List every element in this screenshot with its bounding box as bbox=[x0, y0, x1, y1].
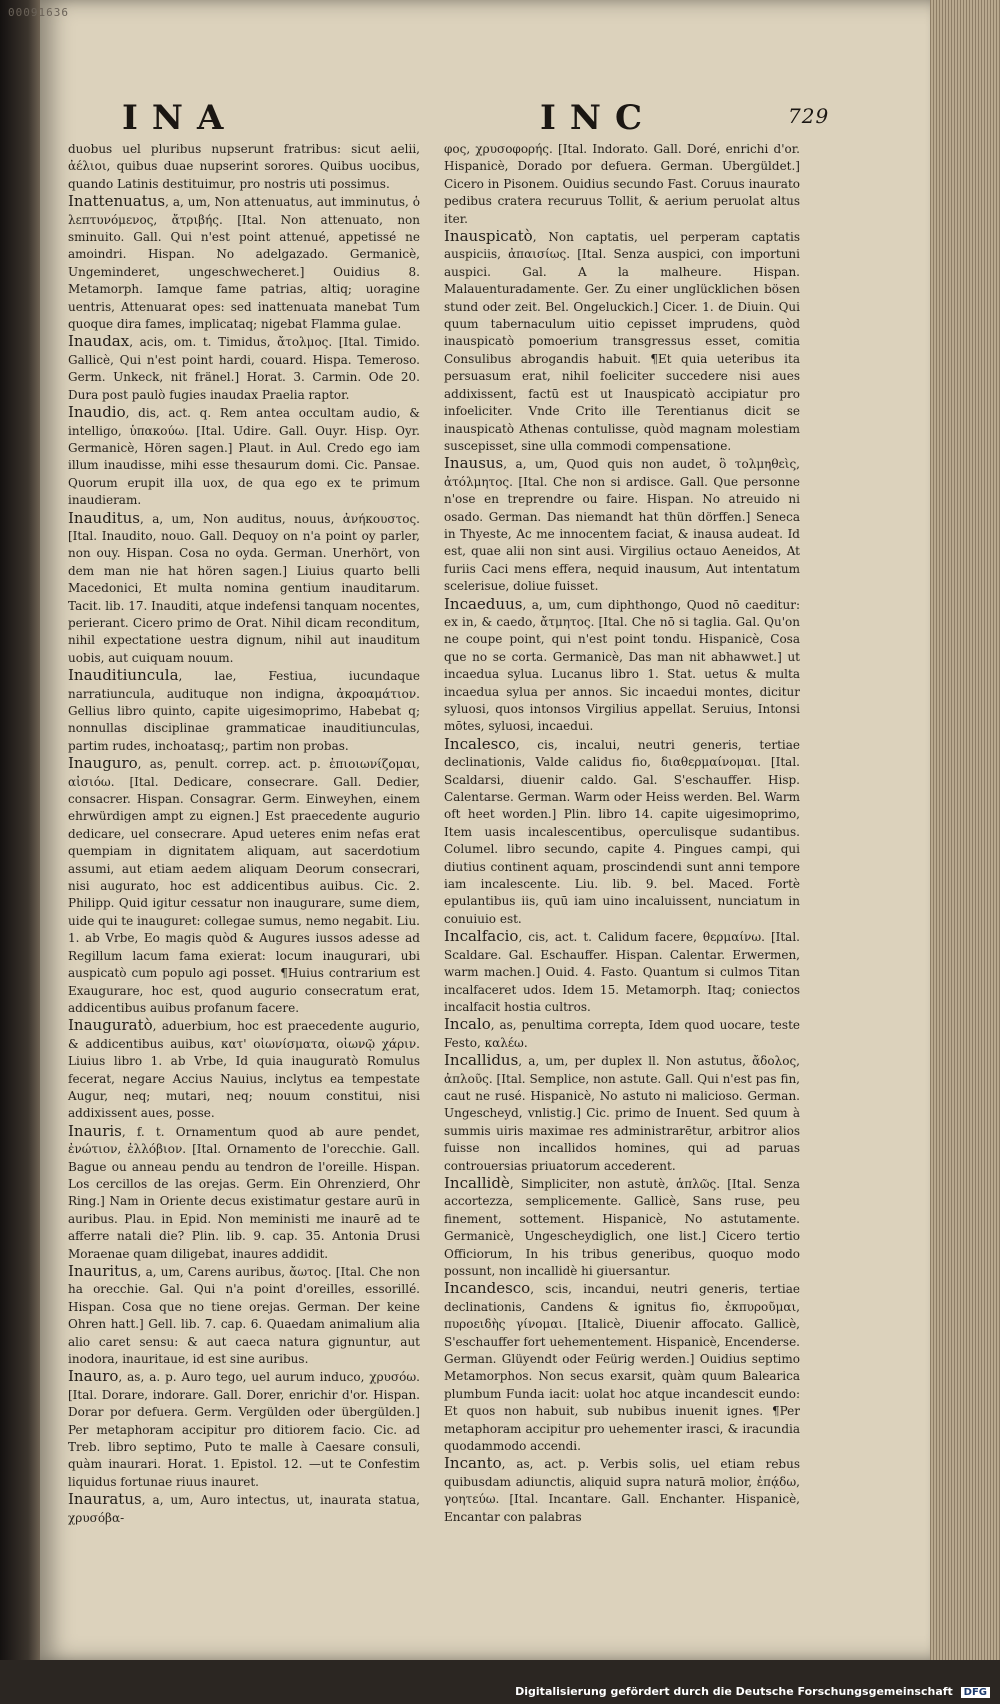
dictionary-entry bbox=[68, 140, 420, 193]
entry-headword: Inauratus bbox=[68, 1490, 142, 1509]
entry-headword: Incalo bbox=[444, 1015, 491, 1034]
dfg-logo: DFG bbox=[961, 1687, 990, 1698]
dictionary-entry bbox=[68, 193, 420, 333]
entry-text: , a, um, Auro intectus, ut, inaurata statua, χρυσόβα- bbox=[68, 1493, 420, 1525]
entry-text: , aduerbium, hoc est praecedente augurio, & addicentibus auibus, κατ' οἰωνίσματα, οἰωνῷ χάριν. Liuius libro 1. ab Vrbe, Id quia inauguratò Romulus fecerat, negare Accius Nauius, inclytus ea tempestate Augur, neq; mutari, neq; nouum constitui, nisi addixissent aues, posse. bbox=[68, 1019, 420, 1121]
entry-headword: Incallidè bbox=[444, 1173, 510, 1192]
entry-text: , cis, act. t. Calidum facere, θερμαίνω. [Ital. Scaldare. Gal. Eschauffer. Hispan. Calentar. Erwermen, warm machen.] Ouid. 4. Fasto. Quantum si culmos Titan incalfaceret udos. Idem 15. Metamorph. Itaq; coniectos incalfacit hostia cultros. bbox=[444, 930, 800, 1014]
entry-headword: Inauspicatò bbox=[444, 227, 533, 246]
dictionary-entry bbox=[68, 510, 420, 668]
book-gutter bbox=[0, 0, 40, 1704]
dictionary-entry bbox=[68, 755, 420, 1017]
dictionary-entry bbox=[444, 1175, 800, 1280]
right-column bbox=[444, 140, 800, 1526]
entry-text: , lae, Festiua, iucundaque narratiuncula, audituque non indigna, ἀκροαμάτιον. Gellius libro quinto, capite uigesimoprimo, Habebat q; nonnullas disciplinae grammaticae inauditiunculas, partim rudes, inchoatasq;, partim non probas. bbox=[68, 669, 420, 753]
dictionary-entry bbox=[68, 667, 420, 755]
entry-headword: Incandesco bbox=[444, 1279, 531, 1298]
dictionary-entry bbox=[444, 1280, 800, 1455]
entry-headword: Inauguro bbox=[68, 754, 138, 773]
entry-text: , a, um, Carens auribus, ἄωτος. [Ital. Che non ha orecchie. Gal. Qui n'a point d'oreilles, essorillé. Hispan. Cosa que no tiene orejas. German. Der keine Ohren hatt.] Gell. lib. 7. cap. 6. Quaedam animalium alia alio caret sensu: & aut caeca natura gignuntur, aut inodora, inauritaue, id est sine auribus. bbox=[68, 1265, 420, 1367]
entry-text: , a, um, Non attenuatus, aut imminutus, ὁ λεπτυνόμενος, ἄτριβής. [Ital. Non attenuato, non sminuito. Gall. Qui n'est point attenué, appetissé ne amoindri. Hispan. No adelgazado. Germanicè, Ungeminderet, ungeschwecheret.] Ouidius 8. Metamorph. Iamque fame patrias, altiq; uoragine uentris, Attenuarat opes: sed inattenuata manebat Tum quoque dira fames, implicataq; nigebat Flamma gulae. bbox=[68, 195, 420, 332]
scan-id: 00091636 bbox=[8, 6, 69, 19]
dictionary-entry bbox=[444, 1455, 800, 1526]
entry-text: , cis, incalui, neutri generis, tertiae declinationis, Valde calidus fio, διαθερμαίνομαι. [Ital. Scaldarsi, diuenir caldo. Gal. S'eschauffer. Hisp. Calentarse. German. Warm oder Heiss werden. Bel. Warm oft heet worden.] Plin. libro 14. capite uigesimoprimo, Item uasis incalescentibus, operculisque sudantibus. Columel. libro secundo, capite 4. Pingues campi, qui diutius continent aquam, proscindendi sunt anni tempore iam incalescente. Liu. lib. 9. bel. Maced. Fortè epulantibus iis, quū iam uino incaluissent, nunciatum in conuiuio est. bbox=[444, 737, 800, 926]
entry-text: , acis, om. t. Timidus, ἄτολμος. [Ital. Timido. Gallicè, Qui n'est point hardi, couard. Hispa. Temeroso. Germ. Unkeck, nit fränel.] Horat. 3. Carmin. Ode 20. Dura post paulò fugies inaudax Praelia raptor. bbox=[68, 335, 420, 402]
entry-headword: Inauditiuncula bbox=[68, 666, 179, 685]
dictionary-entry bbox=[444, 228, 800, 455]
entry-headword: Incalfacio bbox=[444, 927, 519, 946]
entry-text: , as, penultima correpta, Idem quod uocare, teste Festo, καλέω. bbox=[444, 1018, 800, 1050]
entry-headword: Incallidus bbox=[444, 1051, 519, 1070]
entry-text: , Simpliciter, non astutè, ἁπλῶς. [Ital. Senza accortezza, semplicemente. Gallicè, Sans ruse, peu finement, sottement. Hispanicè, No astutamente. Germanicè, Ungescheydiglich, one list.] Cicero tertio Officiorum, In his tribus generibus, quoquo modo possunt, non incallidè hi giuersantur. bbox=[444, 1176, 800, 1278]
entry-headword: Inaudio bbox=[68, 403, 126, 422]
dictionary-entry bbox=[444, 455, 800, 595]
dictionary-entry bbox=[68, 1017, 420, 1122]
entry-text: , Non captatis, uel perperam captatis auspiciis, ἀπαισίως. [Ital. Senza auspici, con importuni auspici. Gal. A la malheure. Hispan. Malauenturadamente. Ger. Zu einer unglücklichen bösen stund oder zeit. Bel. Ongeluckich.] Cicer. 1. de Diuin. Qui quum tabernaculum uitio cepisset imprudens, quòd inauspicatò pomoerium transgressus esset, comitia Consulibus abrogandis habuit. ¶Et quia ueteribus ita persuasum erat, nihil foeliciter succedere nisi aues addixissent, factū est ut Inauspicatò accipiatur pro infoeliciter. Vnde Crito ille Terentianus dicit se inauspicatò Athenas contulisse, quòd magnam molestiam suscepisset, sine ulla commodi compensatione. bbox=[444, 230, 800, 453]
dictionary-entry bbox=[444, 1016, 800, 1052]
credit-text: Digitalisierung gefördert durch die Deutsche Forschungsgemeinschaft bbox=[515, 1685, 953, 1698]
entry-text: , as, act. p. Verbis solis, uel etiam rebus quibusdam adiunctis, aliquid supra naturā molior, ἐπᾴδω, γοητεύω. [Ital. Incantare. Gall. Enchanter. Hispanicè, Encantar con palabras bbox=[444, 1457, 800, 1524]
entry-headword: Inauditus bbox=[68, 508, 140, 527]
dictionary-entry bbox=[444, 928, 800, 1016]
dictionary-entry bbox=[68, 1123, 420, 1263]
header-left: INA bbox=[122, 98, 238, 138]
entry-headword: Inauritus bbox=[68, 1262, 138, 1280]
entry-headword: Inattenuatus bbox=[68, 192, 166, 211]
dictionary-entry bbox=[68, 1368, 420, 1491]
entry-text: , as, penult. correp. act. p. ἐπιοιωνίζομαι, αἰσιόω. [Ital. Dedicare, consecrare. Gall. Dedier, consacrer. Hispan. Consagrar. Germ. Einweyhen, einem ehrwürdigen ampt zu eignen.] Est praecedente augurio dedicare, uel consecrare. Apud ueteres enim nefas erat quempiam in dignitatem aliquam, aut sacerdotium assumi, aut etiam aedem aliquam Deorum consecrari, nisi augurato, hoc est addicentibus auibus. Cic. 2. Philipp. Quid igitur cessatur non inaugurare, sume diem, uide qui te inauguret: collegae sumus, nemo negabit. Liu. 1. ab Vrbe, Eo magis quòd & Augures iussos adesse ad Regillum lacum fama exierat: locum inaugurari, ubi auspicatò cum populo agi posset. ¶Huius contrarium est Exaugurare, hoc est, quod augurio consecratum erat, addicentibus auibus profanum facere. bbox=[68, 757, 420, 1015]
entry-text: , a, um, per duplex ll. Non astutus, ἄδολος, ἀπλοῦς. [Ital. Semplice, non astute. Gall. Qui n'est pas fin, caut ne rusé. Hispanicè, No astuto ni malicioso. German. Ungescheyd, vnlistig.] Cic. primo de Inuent. Sed quum à summis uiris maximae res administrarētur, arbitror alios fuisse non incallidos homines, qui ad paruas controuersias priuatorum accederent. bbox=[444, 1054, 800, 1173]
entry-text: , a, um, Quod quis non audet, ὃ τολμηθεὶς, ἀτόλμητος. [Ital. Che non si ardisce. Gall. Que personne n'ose en treprendre ou faire. Hispan. No atreuido ni osado. German. Das niemandt hat thün dörffen.] Seneca in Thyeste, Ac me innocentem faciat, & inausa audeat. Id est, quae alii non sint ausi. Virgilius octauo Aeneidos, At furiis Caci mens effera, nequid inausum, Aut intentatum scelerisue, doliue fuisset. bbox=[444, 457, 800, 594]
running-header bbox=[60, 98, 920, 138]
entry-text: , a, um, cum diphthongo, Quod nō caeditur: ex in, & caedo, ἄτμητος. [Ital. Che nō si taglia. Gal. Qu'on ne coupe point, qui n'est point tondu. Hispanicè, Cosa que no se corta. Germanicè, Das man nit abhawwet.] ut incaedua sylua. Lucanus libro 1. Stat. uetus & multa incaedua sylua per annos. Sic incaedui montes, dicitur syluosi, quos intonsos Virgilius appellat. Seruius, Intonsi mōtes, syluosi, incaedui. bbox=[444, 597, 800, 734]
entry-headword: Incaeduus bbox=[444, 594, 523, 613]
left-column bbox=[68, 140, 420, 1527]
dictionary-entry bbox=[444, 736, 800, 928]
dictionary-entry bbox=[68, 333, 420, 404]
entry-headword: Inauris bbox=[68, 1121, 122, 1140]
dictionary-entry bbox=[444, 140, 800, 228]
entry-text: , f. t. Ornamentum quod ab aure pendet, ἐνώτιον, ἐλλόβιον. [Ital. Ornamento de l'orecchie. Gall. Bague ou anneau pendu au tendron de l'oreille. Hispan. Los cercillos de las orejas. Germ. Ein Ohrenzierd, Ohr Ring.] Nam in Oriente decus existimatur gestare aurū in auribus. Plau. in Epid. Non meministi me inaurē ad te afferre natali die? Plin. lib. 9. cap. 35. Antonia Drusi Moraenae quam diligebat, inaures addidit. bbox=[68, 1124, 420, 1261]
dictionary-entry bbox=[444, 1052, 800, 1175]
entry-headword: Inaudax bbox=[68, 332, 130, 351]
entry-headword: Incalesco bbox=[444, 734, 516, 753]
header-middle: INC bbox=[540, 98, 657, 138]
dictionary-entry bbox=[68, 1263, 420, 1368]
entry-headword: Inauro bbox=[68, 1367, 119, 1386]
entry-text: , a, um, Non auditus, nouus, ἀνήκουστος. [Ital. Inaudito, nouo. Gall. Dequoy on n'a point oy parler, non ouy. Hispan. Cosa no oyda. German. Unerhört, von dem man nie hat hören sagen.] Liuius quarto belli Macedonici, Et multa nomina gentium inauditarum. Tacit. lib. 17. Inauditi, atque indefensi tanquam nocentes, perierant. Cicero primo de Orat. Nihil dicam reconditum, nihil expectatione uestra dignum, nihil aut inauditum uobis, aut cuiquam nouum. bbox=[68, 511, 420, 665]
page-edges bbox=[930, 0, 1000, 1704]
dictionary-entry bbox=[68, 404, 420, 509]
entry-text: , scis, incandui, neutri generis, tertiae declinationis, Candens & ignitus fio, ἐκπυροῦμαι, πυροειδὴς γίνομαι. [Italicè, Diuenir affocato. Gallicè, S'eschauffer fort uehementement. Hispanicè, Encenderse. German. Glüyendt oder Feürig werden.] Ouidius septimo Metamorphos. Non secus exarsit, quàm quum Balearica plumbum Funda iacit: uolat hoc atque incandescit eundo: Et quos non habuit, sub nubibus inuenit ignes. ¶Per metaphoram accipitur pro uehementer irasci, & iracundia quodammodo accendi. bbox=[444, 1282, 800, 1454]
entry-text: , as, a. p. Auro tego, uel aurum induco, χρυσόω. [Ital. Dorare, indorare. Gall. Dorer, enrichir d'or. Hispan. Dorar por defuera. Germ. Vergülden oder übergülden.] Per metaphoram accipitur pro ditiorem facio. Cic. ad Treb. libro septimo, Puto te malle à Caesare consuli, quàm inaurari. Horat. 1. Epistol. 12. —ut te Confestim liquidus fortunae riuus inauret. bbox=[68, 1370, 420, 1489]
entry-text: duobus uel pluribus nupserunt fratribus: sicut aelii, ἀέλιοι, quibus duae nupserint sorores. Quibus uocibus, quando Latinis destituimur, pro nostris uti possimus. bbox=[68, 142, 420, 191]
entry-text: φος, χρυσοφορής. [Ital. Indorato. Gall. Doré, enrichi d'or. Hispanicè, Dorado por defuera. German. Ubergüldet.] Cicero in Pisonem. Ouidius secundo Fast. Coruus inaurato pedibus cratera recuruus Tollit, & aerium peruolat altus iter. bbox=[444, 142, 800, 226]
dictionary-entry bbox=[68, 1491, 420, 1527]
dictionary-entry bbox=[444, 596, 800, 736]
digitization-credit bbox=[515, 1685, 990, 1698]
page-number: 729 bbox=[788, 104, 830, 128]
entry-text: , dis, act. q. Rem antea occultam audio, & intelligo, ὑπακούω. [Ital. Udire. Gall. Ouyr. Hisp. Oyr. Germanicè, Hören sagen.] Plaut. in Aul. Credo ego iam illum inaudisse, mihi esse thesaurum domi. Cic. Pansae. Quorum erupit illa uox, de qua ego ex te primum inaudieram. bbox=[68, 406, 420, 508]
entry-headword: Inauguratò bbox=[68, 1016, 153, 1035]
entry-headword: Inausus bbox=[444, 454, 504, 473]
entry-headword: Incanto bbox=[444, 1454, 502, 1473]
